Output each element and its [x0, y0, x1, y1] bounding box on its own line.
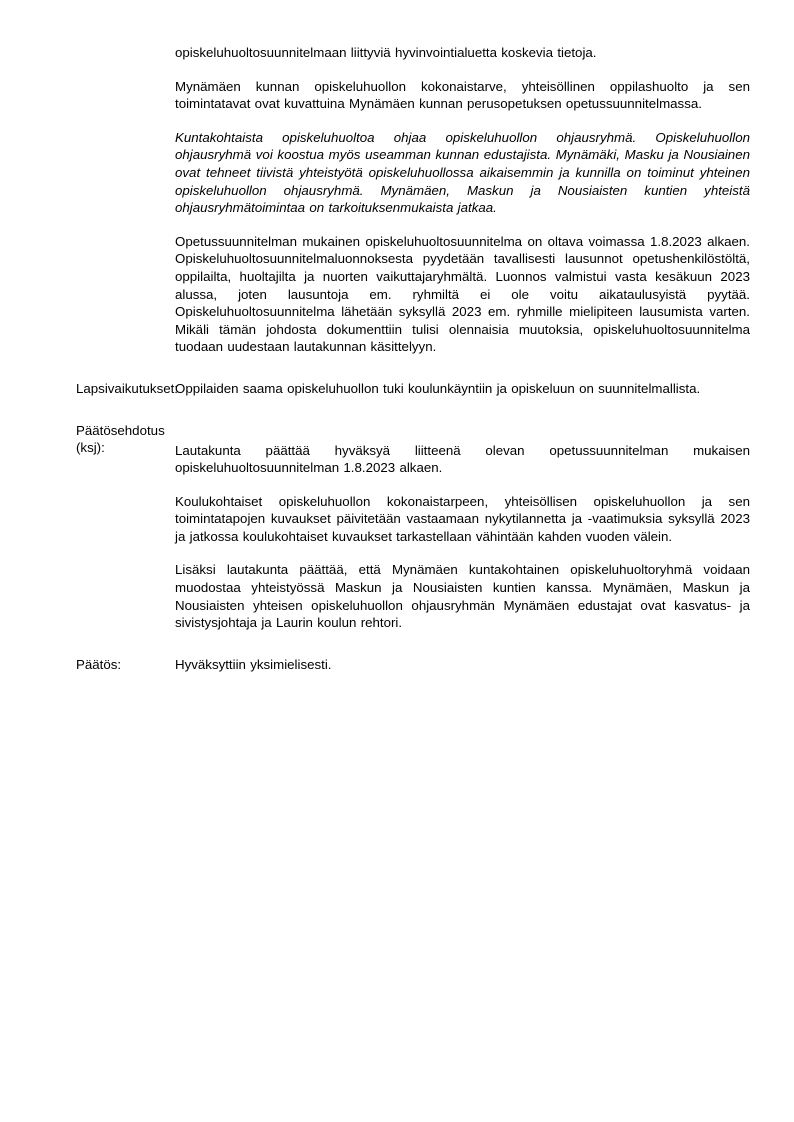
- section-label-line: Lapsivaikutukset:: [76, 380, 178, 396]
- section-label-line-2: (ksj):: [76, 440, 105, 455]
- paragraph-row-continuation: [0, 44, 794, 356]
- paragraph: opiskeluhuoltosuunnitelmaan liittyviä hyvinvointialuetta koskevia tietoja.: [175, 45, 597, 60]
- section-label-line: Päätösehdotus: [76, 422, 165, 438]
- section-spacer: [0, 398, 794, 422]
- paragraph: Koulukohtaiset opiskeluhuollon kokonaistarpeen, yhteisöllisen opiskeluhuollon ja sen toimintatapojen kuvaukset päivitetään vastaamaan nykytilannetta ja -vaatimuksia syksyllä 2023 ja jatkossa koulukohtaiset kuvaukset tarkastellaan vähintään kahden vuoden välein.: [175, 493, 750, 544]
- section-label: [0, 380, 178, 398]
- text-column: [175, 656, 794, 674]
- paragraph: Lautakunta päättää hyväksyä liitteenä olevan opetussuunnitelman mukaisen opiskeluhuoltosuunnitelman 1.8.2023 alkaen.: [175, 442, 750, 476]
- section-spacer: [0, 632, 794, 656]
- section-label: [0, 422, 175, 457]
- text-column: [175, 44, 794, 356]
- section-label: [0, 656, 175, 674]
- document-body: [0, 44, 794, 673]
- section-lapsivaikutukset: [0, 380, 794, 398]
- paragraph: Lisäksi lautakunta päättää, että Mynämäen kuntakohtainen opiskeluhuoltoryhmä voidaan muodostaa yhteistyössä Maskun ja Nousiaisten kuntien kanssa. Mynämäen, Maskun ja Nousiaisten yhteisen opiskeluhuollon ohjausryhmän Mynämäen edustajat ovat kasvatus- ja sivistysjohtaja ja Laurin koulun rehtori.: [175, 562, 750, 631]
- paragraph: Mynämäen kunnan opiskeluhuollon kokonaistarve, yhteisöllinen oppilashuolto ja sen toimintatavat ovat kuvattuina Mynämäen kunnan perusopetuksen opetussuunnitelmassa.: [175, 78, 750, 112]
- paragraph: Opetussuunnitelman mukainen opiskeluhuoltosuunnitelma on oltava voimassa 1.8.2023 alkaen. Opiskeluhuoltosuunnitelmaluonnoksesta pyydetään tavallisesti lausunnot opetushenkilöstöltä, oppilailta, huoltajilta ja nuorten vaikuttajaryhmältä. Luonnos valmistui vasta kesäkuun 2023 alussa, joten lausuntoja em. ryhmiltä ei ole voitu aikataulusyistä pyytää. Opiskeluhuoltosuunnitelma lähetään syksyllä 2023 em. ryhmille mielipiteen lausumista varten. Mikäli tämän johdosta dokumenttiin tulisi olennaisia muutoksia, opiskeluhuoltosuunnitelma tuodaan uudestaan lautakunnan käsittelyyn.: [175, 233, 750, 355]
- paragraph: Oppilaiden saama opiskeluhuollon tuki koulunkäyntiin ja opiskeluun on suunnitelmallista.: [175, 380, 701, 396]
- section-label-line: Päätös:: [76, 656, 122, 672]
- section-spacer: [0, 356, 794, 380]
- text-column: [175, 422, 794, 632]
- text-offset-spacer: [175, 422, 750, 442]
- paragraph-italic: Kuntakohtaista opiskeluhuoltoa ohjaa opiskeluhuollon ohjausryhmä. Opiskeluhuollon ohjausryhmä voi koostua myös useamman kunnan edustajista. Mynämäki, Masku ja Nousiainen ovat tehneet tiivistä yhteistyötä opiskeluhuollossa aikaisemmin ja kunnilla on toiminut yhteinen opiskeluhuollon ohjausryhmä. Mynämäen, Maskun ja Nousiaisten kuntien yhteistä ohjausryhmätoimintaa on tarkoituksenmukaista jatkaa.: [175, 129, 750, 216]
- section-paatosehdotus: [0, 422, 794, 632]
- section-paatos: [0, 656, 794, 674]
- text-column: [175, 380, 794, 398]
- paragraph: Hyväksyttiin yksimielisesti.: [175, 656, 332, 672]
